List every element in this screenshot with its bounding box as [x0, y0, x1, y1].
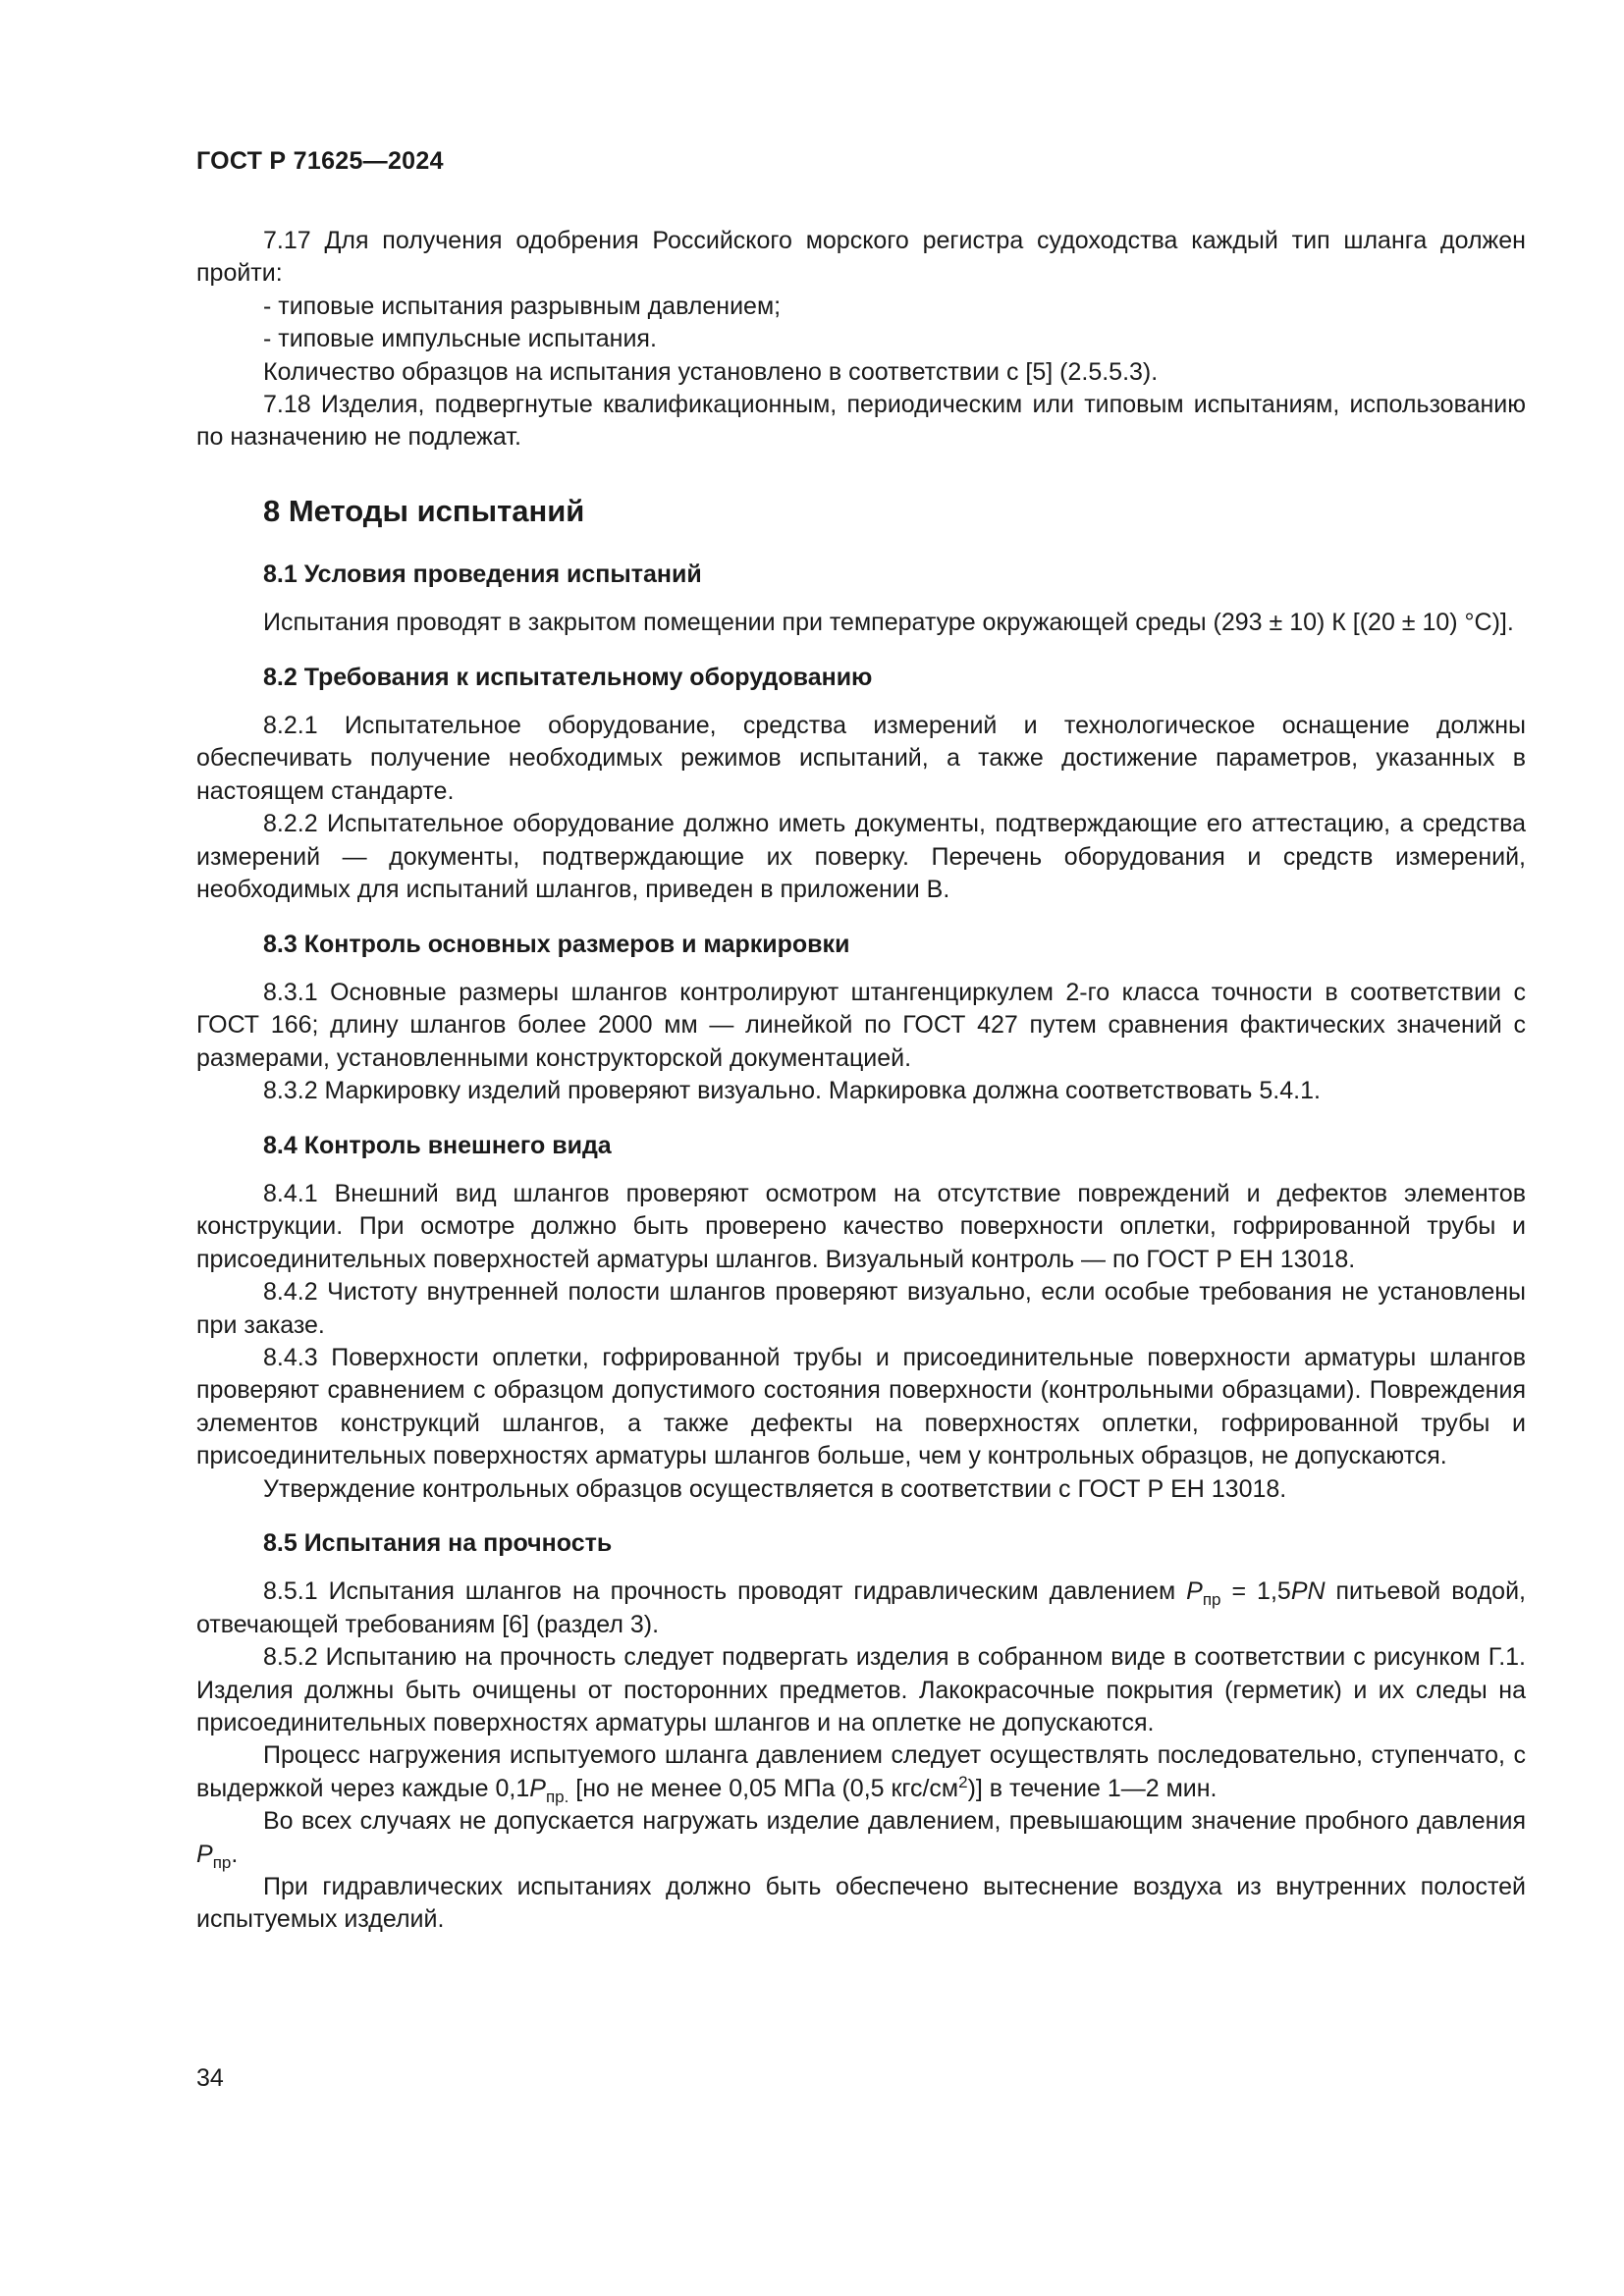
air-displacement-paragraph: При гидравлических испытаниях должно быть обеспечено вытеснение воздуха из внутренних полостей испытуемых изделий. — [196, 1873, 1526, 1934]
subsection-8-3-heading: 8.3 Контроль основных размеров и маркировки — [263, 930, 850, 958]
pressure-subscript: пр. — [545, 1787, 569, 1806]
loading-process-paragraph — [196, 1739, 1526, 1805]
clause-7-17: 7.17 Для получения одобрения Российского морского регистра судоходства каждый тип шланга должен пройти: — [196, 227, 1526, 288]
clause-8-3-2: 8.3.2 Маркировку изделий проверяют визуально. Маркировка должна соответствовать 5.4.1. — [263, 1077, 1321, 1105]
list-item: - типовые испытания разрывным давлением; — [263, 292, 782, 320]
clause-8-4-3: 8.4.3 Поверхности оплетки, гофрированной трубы и присоединительные поверхности арматуры шлангов проверяют сравнением с образцом допустимого состояния поверхности (контрольными образцами). Повреждения элементов конструкций шлангов, а также дефекты на поверхностях оплетки, гофрированной трубы и присоединительных поверхностях арматуры шлангов больше, чем у контрольных образцов, не допускаются. — [196, 1343, 1526, 1470]
text-run: Во всех случаях не допускается нагружать изделие давлением, превышающим значение пробного давления — [263, 1807, 1526, 1836]
subsection-8-1-heading: 8.1 Условия проведения испытаний — [263, 560, 702, 588]
clause-8-5-2: 8.5.2 Испытанию на прочность следует подвергать изделия в собранном виде в соответствии с рисунком Г.1. Изделия должны быть очищены от посторонних предметов. Лакокрасочные покрытия (герметик) и их следы на присоединительных поверхностях арматуры шлангов и на оплетке не допускаются. — [196, 1643, 1526, 1737]
pressure-subscript: пр — [1202, 1590, 1221, 1610]
subsection-8-4-heading: 8.4 Контроль внешнего вида — [263, 1131, 612, 1159]
clause-8-2-2: 8.2.2 Испытательное оборудование должно иметь документы, подтверждающие его аттестацию, а средства измерений — документы, подтверждающие их поверку. Перечень оборудования и средств измерений, необходимых для испытаний шлангов, приведен в приложении В. — [196, 810, 1526, 904]
clause-8-2-1: 8.2.1 Испытательное оборудование, средства измерений и технологическое оснащение должны обеспечивать получение необходимых режимов испытаний, а также достижение параметров, указанных в настоящем стандарте. — [196, 712, 1526, 805]
pressure-subscript: пр — [212, 1852, 232, 1872]
overpressure-paragraph — [196, 1805, 1526, 1871]
clause-8-4-2: 8.4.2 Чистоту внутренней полости шлангов проверяют визуально, если особые требования не установлены при заказе. — [196, 1278, 1526, 1339]
text-run: . — [231, 1840, 239, 1868]
text-run: )] в течение 1—2 мин. — [967, 1774, 1218, 1802]
section-8-body — [196, 559, 1526, 1937]
page-number: 34 — [196, 2064, 224, 2092]
text-run: [но не менее 0,05 МПа (0,5 кгс/см — [568, 1774, 959, 1802]
clause-8-5-1 — [196, 1575, 1526, 1641]
subsection-8-5-heading: 8.5 Испытания на прочность — [263, 1529, 613, 1557]
intro-block — [196, 225, 1526, 454]
subsection-8-2-heading: 8.2 Требования к испытательному оборудованию — [263, 663, 873, 691]
pressure-symbol: P — [529, 1774, 546, 1802]
clause-7-18: 7.18 Изделия, подвергнутые квалификационным, периодическим или типовым испытаниям, использованию по назначению не подлежат. — [196, 391, 1526, 452]
document-page — [196, 147, 1526, 1937]
pressure-symbol: P — [196, 1840, 213, 1868]
control-samples-paragraph: Утверждение контрольных образцов осуществляется в соответствии с ГОСТ Р ЕН 13018. — [263, 1474, 1287, 1503]
unit-superscript: 2 — [958, 1772, 968, 1791]
list-item: - типовые импульсные испытания. — [263, 325, 657, 353]
clause-8-3-1: 8.3.1 Основные размеры шлангов контролируют штангенциркулем 2-го класса точности в соответствии с ГОСТ 166; длину шлангов более 2000 мм — линейкой по ГОСТ 427 путем сравнения фактических значений с размерами, установленными конструкторской документацией. — [196, 978, 1526, 1072]
text-run: 8.5.1 Испытания шлангов на прочность проводят гидравлическим давлением — [263, 1577, 1187, 1606]
clause-8-1-text: Испытания проводят в закрытом помещении при температуре окружающей среды (293 ± 10) К [(20 ± 10) °С)]. — [263, 609, 1514, 637]
samples-paragraph: Количество образцов на испытания установлено в соответствии с [5] (2.5.5.3). — [263, 357, 1159, 386]
section-8-title: 8 Методы испытаний — [263, 493, 585, 528]
clause-8-4-1: 8.4.1 Внешний вид шлангов проверяют осмотром на отсутствие повреждений и дефектов элементов конструкции. При осмотре должно быть проверено качество поверхности оплетки, гофрированной трубы и присоединительных поверхностей арматуры шлангов. Визуальный контроль — по ГОСТ Р ЕН 13018. — [196, 1179, 1526, 1273]
text-run: = 1,5 — [1220, 1577, 1291, 1606]
text-run: Процесс нагружения испытуемого шланга давлением следует осуществлять последовательно, ступенчато, с выдержкой через каждые 0,1 — [196, 1741, 1526, 1802]
nominal-pressure-symbol: PN — [1290, 1577, 1326, 1606]
pressure-symbol: P — [1186, 1577, 1203, 1606]
text-run: питьевой водой, отвечающей требованиям [6] (раздел 3). — [196, 1577, 1526, 1638]
document-code: ГОСТ Р 71625—2024 — [196, 147, 444, 175]
